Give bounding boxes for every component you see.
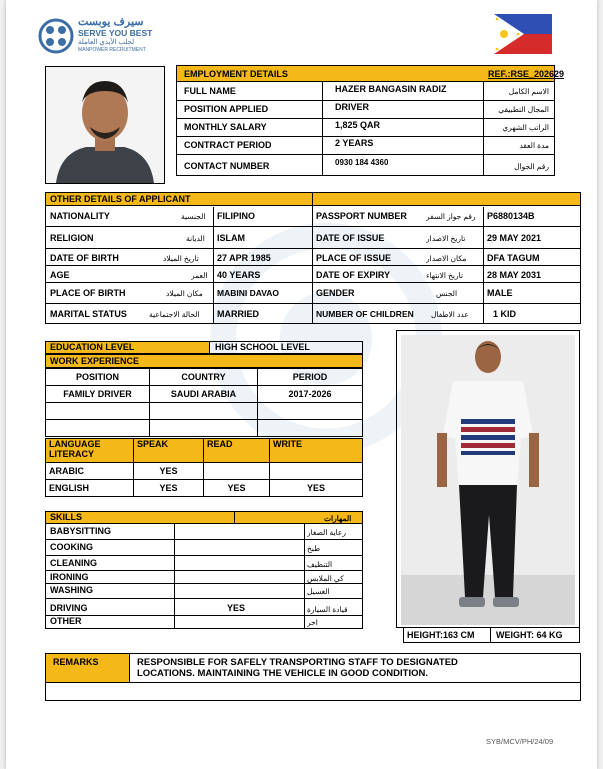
english-read: YES	[204, 480, 270, 497]
logo-emblem-icon	[38, 18, 74, 54]
date-of-birth-label-ar: تاريخ الميلاد	[163, 254, 199, 263]
contact-number-value: 0930 184 4360	[335, 158, 389, 167]
philippines-flag-icon	[494, 14, 552, 54]
date-of-birth-value: 27 APR 1985	[217, 253, 271, 263]
work-header-period: PERIOD	[258, 369, 363, 386]
monthly-salary-label: MONTHLY SALARY	[184, 122, 267, 132]
date-of-issue-label-ar: تاريخ الاصدار	[426, 234, 466, 243]
nationality-value: FILIPINO	[217, 211, 255, 221]
skill-washing-label-ar: الغسيل	[307, 587, 330, 596]
place-of-birth-label-ar: مكان الميلاد	[166, 289, 203, 298]
place-of-issue-value: DFA TAGUM	[487, 253, 540, 263]
contract-period-label-ar: مدة العقد	[519, 141, 549, 150]
work-row-2-position	[46, 403, 150, 420]
full-body-photo-icon	[401, 335, 575, 625]
nationality-label: NATIONALITY	[50, 211, 110, 221]
skill-babysitting-label-ar: رعاية الصغار	[307, 528, 346, 537]
skill-other-label-ar: اخر	[307, 618, 318, 627]
skill-cooking-label: COOKING	[50, 542, 94, 552]
marital-status-value: MARRIED	[217, 309, 259, 319]
skill-washing-label: WASHING	[50, 585, 94, 595]
skill-driving-value: YES	[227, 603, 246, 613]
work-header-country: COUNTRY	[150, 369, 258, 386]
place-of-issue-label: PLACE OF ISSUE	[316, 253, 392, 263]
full-name-value: HAZER BANGASIN RADIZ	[335, 84, 447, 94]
skill-ironing-label: IRONING	[50, 572, 89, 582]
work-row-2-period	[258, 403, 363, 420]
logo-sub: MANPOWER RECRUITMENT	[78, 47, 146, 53]
number-of-children-label-ar: عدد الاطفال	[431, 310, 469, 319]
skill-ironing-label-ar: كي الملابس	[307, 574, 344, 583]
skill-cleaning-label: CLEANING	[50, 558, 97, 568]
language-header-speak: SPEAK	[134, 439, 204, 463]
religion-label: RELIGION	[50, 233, 94, 243]
english-write: YES	[270, 480, 363, 497]
age-label: AGE	[50, 270, 70, 280]
physical-stats-row	[403, 627, 580, 643]
contact-number-label-ar: رقم الجوال	[514, 162, 549, 171]
work-row-2-country	[150, 403, 258, 420]
work-experience-table	[45, 368, 363, 437]
work-row-3-period	[258, 420, 363, 437]
language-header-read: READ	[204, 439, 270, 463]
remarks-line-2: LOCATIONS. MAINTAINING THE VEHICLE IN GOOD CONDITION.	[137, 668, 428, 679]
date-of-expiry-label-ar: تاريخ الانتهاء	[426, 271, 463, 280]
age-value: 40 YEARS	[217, 270, 261, 280]
arabic-write	[270, 463, 363, 480]
education-level-label: EDUCATION LEVEL	[50, 342, 135, 352]
education-level-row	[45, 341, 363, 354]
logo-arabic-name: سيرف يوبست	[78, 16, 144, 28]
applicant-portrait	[45, 66, 165, 184]
skill-cooking-label-ar: طبخ	[307, 544, 321, 553]
nationality-label-ar: الجنسية	[181, 212, 206, 221]
work-row-1-period: 2017-2026	[258, 386, 363, 403]
work-row-3-position	[46, 420, 150, 437]
date-of-expiry-label: DATE OF EXPIRY	[316, 270, 391, 280]
contact-number-label: CONTACT NUMBER	[184, 161, 270, 171]
full-name-label-ar: الاسم الكامل	[508, 87, 549, 96]
remarks-line-1: RESPONSIBLE FOR SAFELY TRANSPORTING STAFF TO DESIGNATED	[137, 657, 458, 668]
weight-value: WEIGHT: 64 KG	[496, 630, 563, 640]
arabic-read	[204, 463, 270, 480]
skills-title: SKILLS	[50, 512, 83, 522]
work-experience-title	[45, 354, 363, 368]
position-applied-label-ar: المجال التطبيقي	[498, 105, 549, 114]
work-row-1-position: FAMILY DRIVER	[46, 386, 150, 403]
religion-value: ISLAM	[217, 233, 245, 243]
arabic-speak: YES	[134, 463, 204, 480]
marital-status-label-ar: الحالة الاجتماعية	[149, 310, 200, 319]
other-details-title: OTHER DETAILS OF APPLICANT	[50, 194, 191, 204]
gender-label-ar: الجنس	[436, 289, 458, 298]
work-row-3-country	[150, 420, 258, 437]
other-details-section	[45, 192, 581, 324]
cv-page	[6, 0, 597, 769]
employment-details-section	[176, 65, 565, 176]
logo-arabic-sub: لجلب الأيدي العاملة	[78, 39, 135, 46]
monthly-salary-label-ar: الراتب الشهري	[502, 123, 549, 132]
language-literacy-table	[45, 438, 363, 497]
work-row-1-country: SAUDI ARABIA	[150, 386, 258, 403]
age-label-ar: العمر	[191, 271, 208, 280]
skill-babysitting-label: BABYSITTING	[50, 526, 112, 536]
position-applied-label: POSITION APPLIED	[184, 104, 269, 114]
language-row-english: ENGLISH	[46, 480, 134, 497]
skills-title-ar: المهارات	[324, 514, 352, 523]
language-header-write: WRITE	[270, 439, 363, 463]
language-row-arabic: ARABIC	[46, 463, 134, 480]
work-experience-title-text: WORK EXPERIENCE	[50, 356, 140, 366]
remarks-label: REMARKS	[53, 657, 99, 667]
passport-number-label-ar: رقم جواز السفر	[426, 212, 476, 221]
logo-name: SERVE YOU BEST	[78, 28, 153, 38]
reference-number: REF.:RSE_202629	[488, 69, 565, 79]
contract-period-label: CONTRACT PERIOD	[184, 140, 272, 150]
company-logo	[38, 14, 168, 58]
height-value: HEIGHT:163 CM	[407, 630, 475, 640]
number-of-children-label: NUMBER OF CHILDREN	[316, 309, 414, 319]
number-of-children-value: 1 KID	[493, 309, 517, 319]
marital-status-label: MARITAL STATUS	[50, 309, 127, 319]
skill-cleaning-label-ar: التنظيف	[307, 560, 333, 569]
education-level-value: HIGH SCHOOL LEVEL	[215, 342, 310, 352]
monthly-salary-value: 1,825 QAR	[335, 120, 381, 130]
employment-details-title: EMPLOYMENT DETAILS	[184, 69, 288, 79]
date-of-expiry-value: 28 MAY 2031	[487, 270, 542, 280]
skill-other-label: OTHER	[50, 616, 82, 626]
place-of-birth-label: PLACE OF BIRTH	[50, 288, 126, 298]
full-name-label: FULL NAME	[184, 86, 236, 96]
applicant-full-body-photo	[396, 330, 580, 628]
religion-label-ar: الديانة	[186, 234, 205, 243]
date-of-issue-label: DATE OF ISSUE	[316, 233, 385, 243]
work-header-position: POSITION	[46, 369, 150, 386]
gender-value: MALE	[487, 288, 513, 298]
date-of-issue-value: 29 MAY 2021	[487, 233, 542, 243]
date-of-birth-label: DATE OF BIRTH	[50, 253, 119, 263]
passport-number-value: P6880134B	[487, 211, 535, 221]
gender-label: GENDER	[316, 288, 355, 298]
place-of-birth-value: MABINI DAVAO	[217, 288, 280, 298]
remarks-section	[45, 653, 581, 701]
passport-number-label: PASSPORT NUMBER	[316, 211, 407, 221]
document-code: SYB/MCV/PH/24/09	[486, 737, 554, 746]
contract-period-value: 2 YEARS	[335, 138, 374, 148]
language-header-label: LANGUAGE LITERACY	[46, 439, 134, 463]
skill-driving-label: DRIVING	[50, 603, 88, 613]
english-speak: YES	[134, 480, 204, 497]
skills-section	[45, 511, 363, 629]
portrait-photo-icon	[46, 67, 164, 183]
place-of-issue-label-ar: مكان الاصدار	[426, 254, 467, 263]
position-applied-value: DRIVER	[335, 102, 370, 112]
skill-driving-label-ar: قيادة السيارة	[307, 605, 348, 614]
